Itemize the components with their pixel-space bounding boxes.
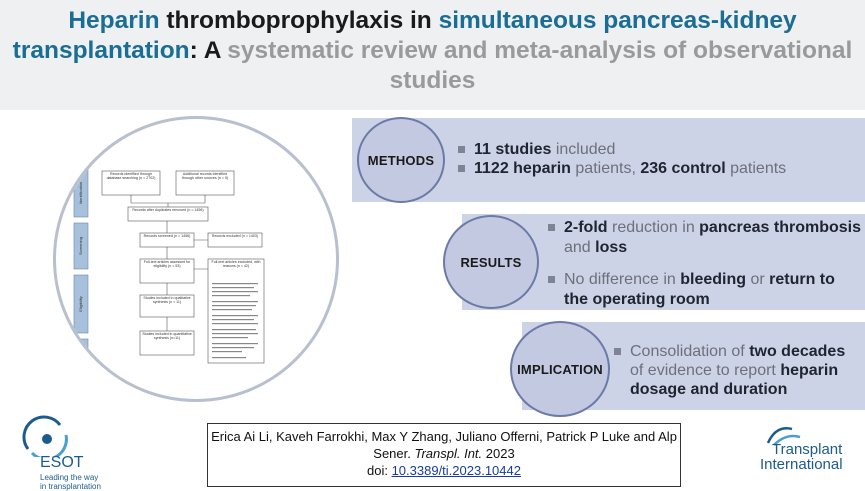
box-screened-text: Records screened (n = 1456)	[143, 234, 191, 238]
phase-label-screening: Screening	[78, 236, 83, 256]
citation-year: 2023	[482, 446, 515, 461]
esot-tagline-1: Leading the way	[40, 473, 99, 482]
impl-text2: of evidence to report	[630, 362, 781, 379]
box-fulltext-text: Full-text articles assessed for eligibility (n = 53)	[143, 260, 191, 269]
methods-bullet-patients	[456, 159, 861, 178]
impl-two-decades: two decades	[749, 343, 846, 360]
title-spk: simultaneous pancreas-kidney transplantation	[12, 7, 797, 64]
phase-label-eligibility: Eligibility	[78, 296, 83, 312]
esot-name: ESOT	[40, 454, 84, 471]
box-excluded-text: Records excluded (n = 1403)	[211, 234, 259, 238]
results-label: RESULTS	[443, 215, 539, 309]
methods-heparin-count: 1122 heparin	[474, 160, 571, 177]
impl-text1: Consolidation of	[630, 343, 750, 360]
esot-logo	[10, 415, 120, 491]
title-review: systematic review and meta-analysis of observational studies	[227, 37, 853, 94]
title-heparin: Heparin	[68, 7, 160, 34]
results-loss: loss	[595, 239, 628, 256]
citation-doi-label: doi:	[367, 463, 392, 478]
box-quantitative-text: Studies included in quantitative synthesis (n=11)	[142, 332, 192, 341]
methods-control-count: 236 control	[640, 160, 726, 177]
esot-tagline-2: in transplantation	[40, 482, 101, 491]
results-bullet-no-difference	[546, 270, 861, 310]
transplant-international-logo	[730, 423, 860, 487]
citation-doi-line	[208, 462, 680, 479]
citation-box	[207, 423, 681, 487]
citation-authors-line	[208, 428, 680, 462]
doi-link[interactable]: 10.3389/ti.2023.10442	[391, 463, 521, 478]
methods-studies-count: 11 studies	[474, 141, 552, 158]
results-text3: No difference in	[564, 271, 681, 288]
results-pancreas-thrombosis: pancreas thrombosis	[699, 219, 861, 236]
ti-line-1: Transplant	[772, 441, 843, 458]
esot-tagline	[40, 473, 101, 491]
results-text2: and	[564, 239, 596, 256]
box-fulltext-excluded-text: Full-text articles excluded, with reasons (n = 42)	[211, 260, 261, 269]
box-qualitative-text: Studies included in qualitative synthesis (n = 11)	[143, 296, 191, 305]
results-bullet-reduction	[546, 218, 861, 258]
methods-label: METHODS	[357, 117, 445, 203]
title-colon: : A	[189, 37, 228, 64]
phase-label-included: Included	[78, 351, 83, 367]
results-return-or: return to the operating room	[564, 271, 835, 308]
title-thromboprophylaxis: thromboprophylaxis in	[159, 7, 439, 34]
box-other-sources-text: Additional records identified through other sources (n = 5)	[181, 172, 229, 181]
methods-studies-text: included	[551, 141, 616, 158]
esot-emblem-icon	[10, 415, 120, 457]
results-text1: reduction in	[607, 219, 700, 236]
results-bullets	[546, 218, 861, 322]
methods-patients-text1: patients,	[570, 160, 641, 177]
page-title	[10, 6, 855, 96]
results-fold: 2-fold	[564, 219, 608, 236]
methods-bullet-studies	[456, 140, 861, 159]
citation-authors: Erica Ai Li, Kaveh Farrokhi, Max Y Zhang, Juliano Offerni, Patrick P Luke and Alp Sener.	[211, 429, 677, 461]
citation-journal: Transpl. Int.	[414, 446, 483, 461]
implication-bullets	[612, 342, 862, 399]
phase-label-identification: Identification	[78, 181, 83, 205]
results-bleeding: bleeding	[680, 271, 746, 288]
methods-bullets	[456, 140, 861, 178]
methods-patients-text2: patients	[725, 160, 787, 177]
box-after-duplicates-text: Records after duplicates removed (n = 1456)	[132, 208, 204, 212]
prisma-flow-diagram	[56, 119, 339, 402]
implication-bullet	[612, 342, 862, 399]
prisma-diagram-circle	[53, 116, 339, 402]
impl-heparin-dosage: heparin dosage and duration	[630, 362, 839, 398]
box-db-search-text: Records identified through database searching (n = 2702)	[106, 172, 156, 181]
implication-label: IMPLICATION	[510, 321, 610, 417]
ti-line-2: International	[760, 456, 843, 473]
results-text4: or	[746, 271, 770, 288]
